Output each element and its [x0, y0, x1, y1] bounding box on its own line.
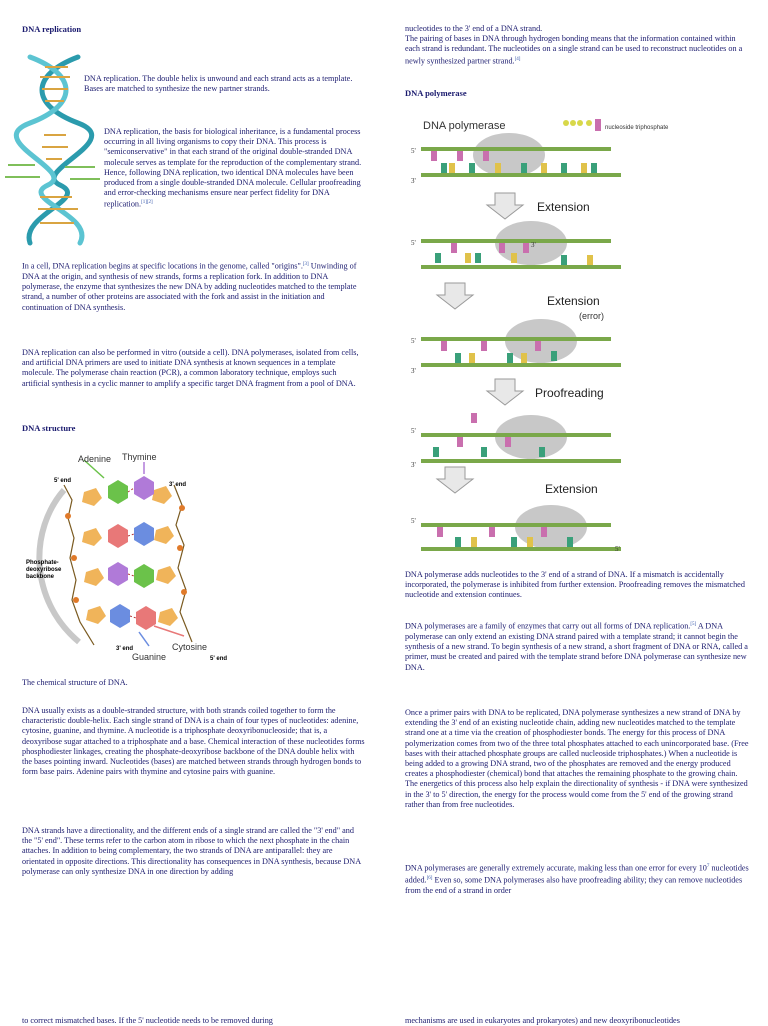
label-error: (error) — [579, 311, 604, 321]
svg-text:5': 5' — [411, 427, 416, 435]
svg-text:5': 5' — [615, 545, 620, 553]
svg-text:5': 5' — [411, 147, 416, 155]
paragraph-base-pairing: nucleotides to the 3' end of a DNA strand. The pairing of bases in DNA through hydrogen bonding means that the information contained within each strand is redundant. The nucleotides on a single strand can be used to reconstruct nucleotides on a newly synthesized partner strand.[4] — [405, 24, 743, 66]
paragraph-primer-synthesis: Once a primer pairs with DNA to be replicated, DNA polymerase synthesizes a new strand of DNA by extending the 3' end of an existing nucleotide chain, adding new nucleotides matched to the template strand one at a time via the creation of phosphodiester bonds. The energy for this process of DNA polymerization comes from two of the three total phosphates attached to each unincorporated base. (Free bases with their attached phosphate groups are called nucleoside triphosphates.) When a nucleotide is being added to a growing DNA strand, two of the phosphates are removed and the energy produced creates a phosphodiester (chemical) bond that attaches the remaining phosphate to the growing chain. The energetics of this process also help explain the directionality of synthesis - if DNA were synthesized in the 3' to 5' direction, the energy for the process would come from the 5' end of the growing strand rather than from free nucleotides. — [405, 708, 749, 809]
footer-text-left: to correct mismatched bases. If the 5' nucleotide needs to be removed during — [22, 1016, 273, 1025]
paragraph-in-vitro: DNA replication can also be performed in vitro (outside a cell). DNA polymerases, isolated from cells, and artificial DNA primers are used to initiate DNA synthesis at known sequences in a template molecule. The polymerase chain reaction (PCR), a common laboratory technique, employs such artificial synthesis in a cyclic manner to amplify a specific target DNA fragment from a pool of DNA. — [22, 348, 359, 388]
heading-dna-replication: DNA replication — [22, 24, 82, 34]
label-adenine: Adenine — [78, 454, 112, 464]
label-extension-1: Extension — [537, 200, 590, 214]
paragraph-directionality: DNA strands have a directionality, and the different ends of a single strand are called the "3' end" and the "5' end". These terms refer to the carbon atom in ribose to which the next phosphate in the chain attaches. In addition to being complementary, the two strands of DNA are antiparallel: they are orientated in opposite directions. This directionality has consequences in DNA synthesis, because DNA polymerase can only synthesize DNA in one direction by adding — [22, 826, 361, 876]
paragraph-origins: In a cell, DNA replication begins at specific locations in the genome, called "origins".[3] Unwinding of DNA at the origin, and synthesis of new strands, forms a replication fork. In addition to DNA polymerase, the enzyme that synthesizes the new DNA by adding nucleotides matched to the template strand, a number of other proteins are associated with the fork and assist in the initiation and continuation of DNA synthesis. — [22, 261, 357, 312]
label-extension-3: Extension — [545, 482, 598, 496]
heading-dna-structure: DNA structure — [22, 423, 76, 433]
label-guanine: Guanine — [132, 652, 167, 662]
label-extension-2: Extension — [547, 294, 600, 308]
label-5-end-bottom: 5' end — [210, 656, 228, 662]
label-dna-polymerase: DNA polymerase — [423, 120, 506, 132]
paragraph-double-helix: DNA usually exists as a double-stranded structure, with both strands coiled together to form the characteristic double-helix. Each single strand of DNA is a chain of four types of nucleotides: adenine, cytosine, guanine, and thymine. A nucleotide is a triphosphate deoxyribonucleoside; that is, a deoxyribose sugar attached to a triphosphate and a base. Chemical interaction of these nucleotides forms phosphodiester linkages, creating the phosphate-deoxyribose backbone of the DNA double helix with the bases pointing inward. Nucleotides (bases) are matched between strands through hydrogen bonds to form base pairs. Adenine pairs with thymine and cytosine pairs with guanine. — [22, 706, 365, 777]
svg-text:5': 5' — [411, 239, 416, 247]
paragraph-polymerase-family: DNA polymerases are a family of enzymes that carry out all forms of DNA replication.[5] A DNA polymerase can only extend an existing DNA strand paired with a template strand; it cannot begin the synthesis of a new strand. To begin synthesis of a new strand, a short fragment of DNA or RNA, called a primer, must be created and paired with the template strand before DNA polymerase can synthesize new DNA. — [405, 621, 748, 672]
label-nucleoside-triphosphate: nucleoside triphosphate — [605, 125, 669, 131]
label-backbone: Phosphate-deoxyribose backbone — [26, 560, 62, 580]
dna-chemical-structure-figure — [24, 450, 228, 668]
paragraph-accuracy: DNA polymerases are generally extremely accurate, making less than one error for every $10^7$ nucleotides added.[6] Even so, some DNA polymerases also have proofreading ability; they can remove nucleotides from the end of a strand in order — [405, 863, 749, 895]
footer-text-right: mechanisms are used in eukaryotes and prokaryotes) and new deoxyribonucleotides — [405, 1016, 680, 1025]
label-cytosine: Cytosine — [172, 642, 208, 652]
svg-text:5': 5' — [411, 337, 416, 345]
figure-caption-replication: DNA replication. The double helix is unwound and each strand acts as a template. Bases are matched to synthesize the new partner strands. — [84, 74, 353, 94]
intro-paragraph: DNA replication, the basis for biological inheritance, is a fundamental process occurring in all living organisms to copy their DNA. This process is "semiconservative" in that each strand of the original double-stranded DNA molecule serves as template for the reproduction of the complementary strand. Hence, following DNA replication, two identical DNA molecules have been produced from a single double-stranded DNA molecule. Cellular proofreading and error-checking mechanisms ensure near perfect fidelity for DNA replication.[1][2] — [104, 127, 362, 210]
label-5-end-top: 5' end — [54, 478, 72, 484]
svg-text:5': 5' — [411, 517, 416, 525]
figure-caption-structure: The chemical structure of DNA. — [22, 678, 128, 687]
svg-text:3': 3' — [411, 367, 416, 375]
heading-dna-polymerase: DNA polymerase — [405, 88, 467, 98]
label-3-end-bottom: 3' end — [116, 646, 134, 652]
figure-caption-polymerase: DNA polymerase adds nucleotides to the 3' end of a strand of DNA. If a mismatch is accidentally incorporated, the polymerase is inhibited from further extension. Proofreading removes the mismatched nucleotide and extension continues. — [405, 570, 745, 600]
label-thymine: Thymine — [122, 452, 157, 462]
dna-polymerase-diagram — [411, 115, 669, 555]
label-proofreading: Proofreading — [535, 386, 604, 400]
svg-text:3': 3' — [411, 177, 416, 185]
svg-text:3': 3' — [411, 461, 416, 469]
svg-text:3': 3' — [531, 241, 536, 249]
label-3-end-top: 3' end — [169, 482, 187, 488]
